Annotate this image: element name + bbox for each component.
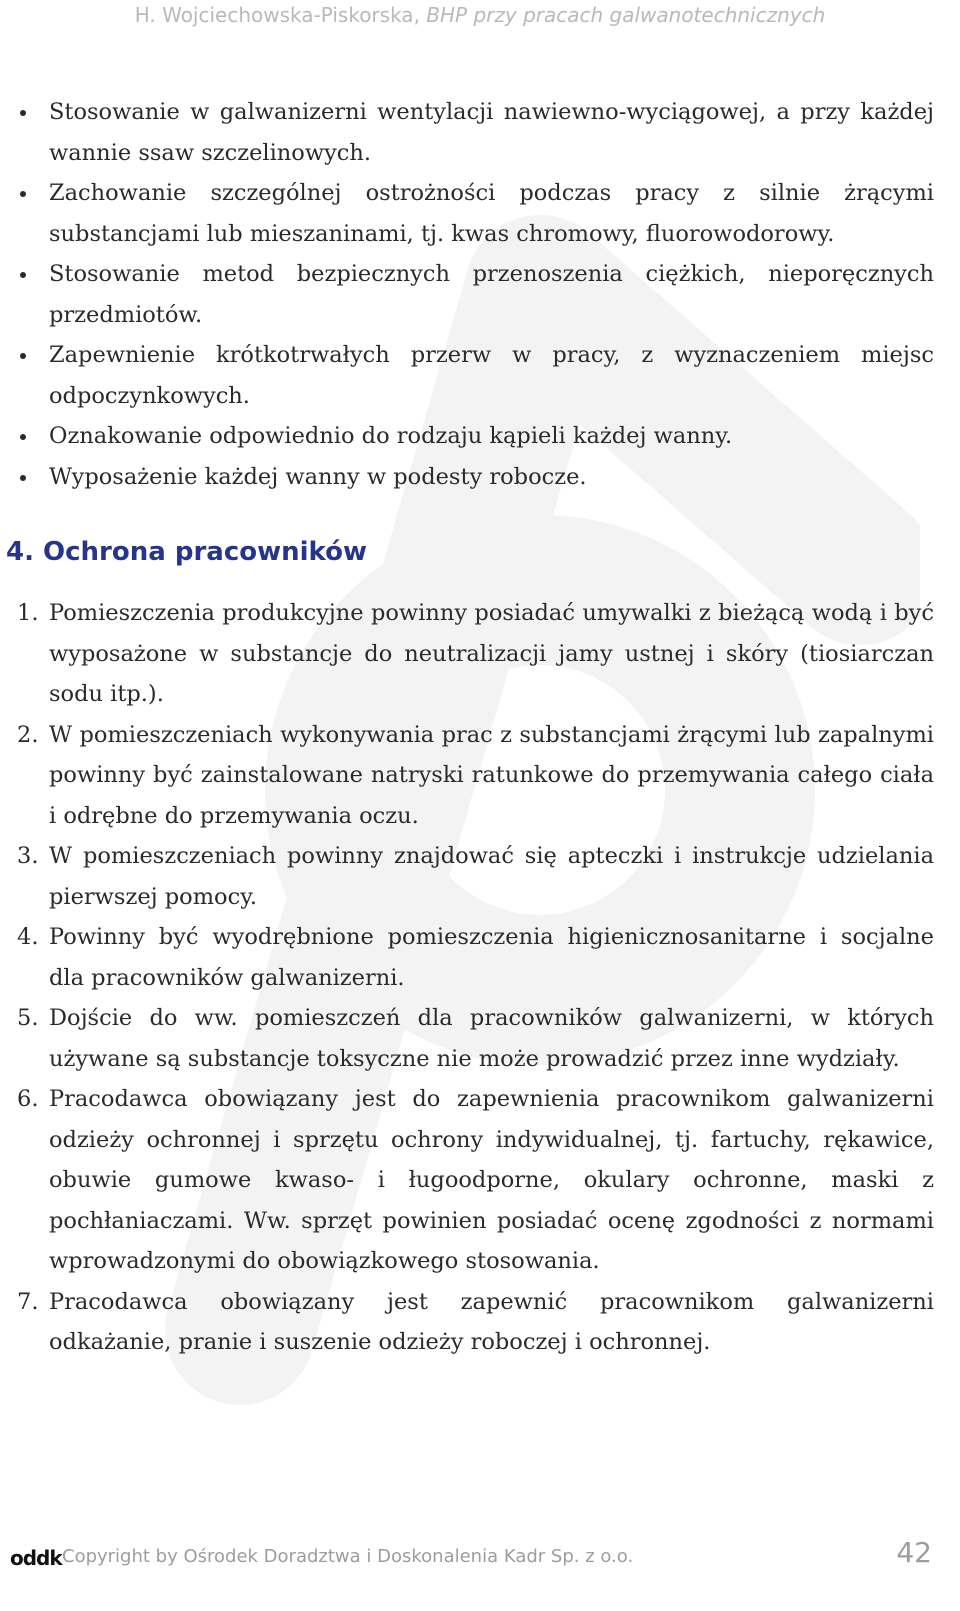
item-text: Dojście do ww. pomieszczeń dla pracowników galwanizerni, w których używane są substancje toksyczne nie może prowadzić przez inne wydziały. (49, 1005, 934, 1072)
header-author: H. Wojciechowska-Piskorska, (134, 3, 427, 27)
running-header (0, 0, 960, 29)
main-content (0, 92, 960, 1363)
bullet-text: Oznakowanie odpowiednio do rodzaju kąpieli każdej wanny. (49, 423, 733, 449)
item-text: Pracodawca obowiązany jest do zapewnienia pracownikom galwanizerni odzieży ochronnej i sprzętu ochrony indywidualnej, tj. fartuchy, rękawice, obuwie gumowe kwaso- i ługoodporne, okulary ochronne, maski z pochłaniaczami. Ww. sprzęt powinien posiadać ocenę zgodności z normami wprowadzonymi do obowiązkowego stosowania. (49, 1086, 934, 1274)
bullet-dot-icon (20, 434, 26, 440)
bullet-text: Wyposażenie każdej wanny w podesty robocze. (49, 463, 587, 490)
page-footer (0, 1532, 960, 1582)
bullet-text: Zachowanie szczególnej ostrożności podczas pracy z silnie żrącymi substancjami lub mieszaninami, tj. kwas chromowy, fluorowodorowy. (49, 180, 934, 247)
numbered-list (0, 593, 960, 1363)
item-text: Pomieszczenia produkcyjne powinny posiadać umywalki z bieżącą wodą i być wyposażone w substancje do neutralizacji jamy ustnej i skóry (tiosiarczan sodu itp.). (49, 600, 934, 707)
header-title: BHP przy pracach galwanotechnicznych (426, 3, 826, 27)
bullet-dot-icon (20, 353, 26, 359)
bullet-item (0, 173, 960, 254)
bullet-item (0, 335, 960, 416)
item-text: W pomieszczeniach wykonywania prac z substancjami żrącymi lub zapalnymi powinny być zainstalowane natryski ratunkowe do przemywania całego ciała i odrębne do przemywania oczu. (49, 721, 934, 829)
item-number: 2. (17, 721, 39, 748)
item-number: 5. (17, 1005, 39, 1031)
bullet-list (0, 92, 960, 497)
item-number: 7. (17, 1288, 39, 1315)
bullet-text: Stosowanie metod bezpiecznych przenoszenia ciężkich, nieporęcznych przedmiotów. (49, 261, 934, 328)
section-heading: 4. Ochrona pracowników (6, 537, 368, 567)
page-number: 42 (896, 1536, 932, 1569)
item-number: 6. (17, 1086, 39, 1112)
bullet-text: Stosowanie w galwanizerni wentylacji nawiewno-wyciągowej, a przy każdej wannie ssaw szczelinowych. (49, 99, 934, 166)
bullet-text: Zapewnienie krótkotrwałych przerw w pracy, z wyznaczeniem miejsc odpoczynkowych. (49, 342, 934, 409)
item-number: 4. (17, 924, 39, 950)
numbered-item (0, 836, 960, 917)
numbered-item (0, 998, 960, 1079)
bullet-item (0, 254, 960, 335)
item-number: 1. (17, 600, 39, 626)
bullet-dot-icon (20, 110, 26, 116)
bullet-dot-icon (20, 272, 26, 278)
bullet-item (0, 457, 960, 498)
item-text: W pomieszczeniach powinny znajdować się apteczki i instrukcje udzielania pierwszej pomocy. (49, 843, 934, 910)
bullet-item (0, 416, 960, 457)
bullet-item (0, 92, 960, 173)
numbered-item (0, 715, 960, 837)
numbered-item (0, 917, 960, 998)
bullet-dot-icon (20, 475, 26, 481)
item-text: Pracodawca obowiązany jest zapewnić pracownikom galwanizerni odkażanie, pranie i suszenie odzieży roboczej i ochronnej. (49, 1288, 934, 1355)
item-number: 3. (17, 843, 39, 869)
numbered-item (0, 593, 960, 715)
copyright-text: Copyright by Ośrodek Doradztwa i Doskonalenia Kadr Sp. z o.o. (62, 1546, 634, 1567)
item-text: Powinny być wyodrębnione pomieszczenia higienicznosanitarne i socjalne dla pracowników galwanizerni. (49, 924, 934, 991)
numbered-item (0, 1079, 960, 1282)
numbered-item (0, 1282, 960, 1363)
bullet-dot-icon (20, 191, 26, 197)
publisher-logo: oddk (10, 1546, 62, 1570)
